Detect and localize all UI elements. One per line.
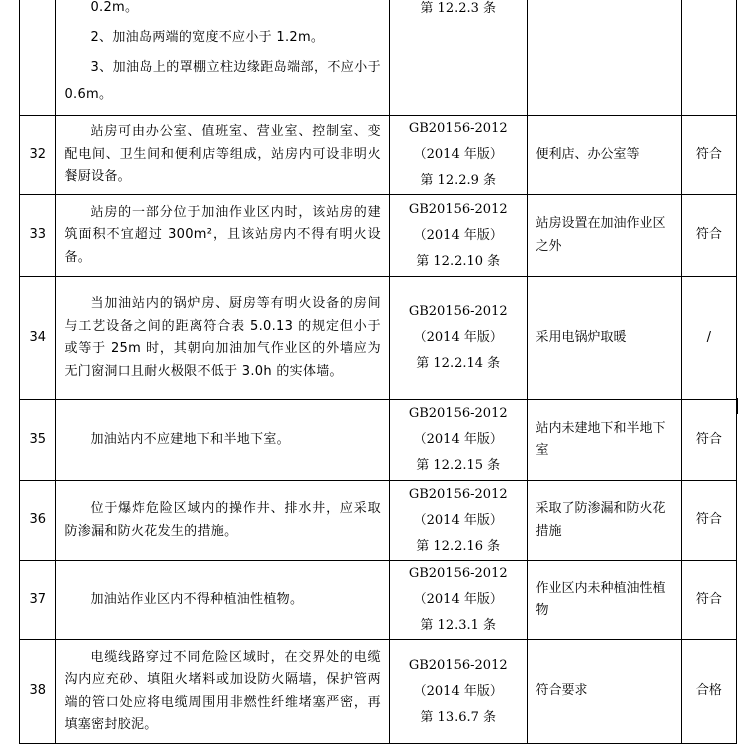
standard-cell: [389, 277, 527, 400]
row-number: [20, 0, 56, 116]
standard-code: GB20156-2012: [408, 406, 508, 421]
requirement-cell: [56, 640, 389, 744]
standard-code: GB20156-2012: [408, 657, 508, 673]
standard-clause: 第 12.2.3 条: [420, 1, 497, 16]
table-row: [20, 481, 737, 561]
requirement-text: 当加油站内的锅炉房、厨房等有明火设备的房间与工艺设备之间的距离符合表 5.0.13 的规定但小于或等于 25m 时，其朝向加油加气作业区的外墙应为无门窗洞口且耐火极限不低于 3.0h 的实体墙。: [64, 296, 381, 379]
standard-cell: [389, 195, 527, 277]
requirement-text: 电缆线路穿过不同危险区域时，在交界处的电缆沟内应充砂、填阻火堵料或加设防火隔墙，保护管两端的管口处应将电缆周围用非燃性纤维堵塞严密，再填塞密封胶泥。: [64, 649, 381, 732]
requirement-text: 2、加油岛两端的宽度不应小于 1.2m。: [90, 30, 325, 45]
result-cell: 合格: [681, 640, 736, 744]
requirement-cell: [56, 277, 389, 400]
standard-clause: 第 12.2.10 条: [416, 253, 501, 269]
standard-code: GB20156-2012: [408, 566, 508, 581]
standard-clause: 第 12.2.9 条: [420, 173, 497, 188]
fact-cell: 符合要求: [527, 640, 681, 744]
standard-edition: （2014 年版）: [413, 592, 503, 607]
fact-cell: 采用电锅炉取暖: [527, 277, 681, 400]
row-number: 37: [20, 561, 56, 640]
requirement-text: 加油站作业区内不得种植油性植物。: [90, 591, 304, 607]
standard-edition: （2014 年版）: [413, 512, 503, 528]
requirement-cell: [56, 0, 389, 116]
standard-edition: （2014 年版）: [413, 227, 503, 243]
standard-code: GB20156-2012: [408, 121, 508, 136]
requirement-text: 加油站内不应建地下和半地下室。: [90, 431, 290, 447]
row-number: 38: [20, 640, 56, 744]
fact-cell: 便利店、办公室等: [527, 116, 681, 195]
standard-edition: （2014 年版）: [413, 432, 503, 447]
standard-code: GB20156-2012: [408, 201, 508, 217]
standard-clause: 第 12.2.14 条: [416, 356, 501, 371]
standard-cell: [389, 400, 527, 481]
standard-cell: [389, 561, 527, 640]
standard-edition: （2014 年版）: [413, 330, 503, 345]
fact-cell: 采取了防渗漏和防火花措施: [527, 481, 681, 561]
table-body: [20, 0, 737, 744]
standard-cell: [389, 0, 527, 116]
result-cell: /: [681, 277, 736, 400]
requirement-text: 站房可由办公室、值班室、营业室、控制室、变配电间、卫生间和便利店等组成，站房内可设非明火餐厨设备。: [64, 124, 381, 185]
standard-clause: 第 12.3.1 条: [420, 618, 497, 633]
requirement-text: 站房的一部分位于加油作业区内时，该站房的建筑面积不宜超过 300m²，且该站房内不得有明火设备。: [64, 204, 381, 265]
table-row: [20, 400, 737, 481]
table-row: [20, 561, 737, 640]
margin-mark: [736, 398, 738, 414]
row-number: 32: [20, 116, 56, 195]
standard-code: GB20156-2012: [408, 304, 508, 319]
row-number: 34: [20, 277, 56, 400]
table-row: [20, 0, 737, 116]
fact-cell: 作业区内未种植油性植物: [527, 561, 681, 640]
requirement-cell: [56, 481, 389, 561]
fact-cell: 站内未建地下和半地下室: [527, 400, 681, 481]
table-row: [20, 640, 737, 744]
requirement-cell: [56, 561, 389, 640]
standard-edition: （2014 年版）: [413, 683, 503, 699]
row-number: 36: [20, 481, 56, 561]
requirement-text: 0.2m。: [90, 0, 139, 15]
requirement-cell: [56, 400, 389, 481]
table-row: [20, 277, 737, 400]
standard-clause: 第 12.2.15 条: [416, 458, 501, 473]
table-row: [20, 116, 737, 195]
fact-cell: [527, 0, 681, 116]
standard-cell: [389, 640, 527, 744]
requirement-text: 3、加油岛上的罩棚立柱边缘距岛端部，不应小于 0.6m。: [64, 60, 381, 102]
result-cell: 符合: [681, 116, 736, 195]
result-cell: 符合: [681, 561, 736, 640]
standard-cell: [389, 481, 527, 561]
requirement-cell: [56, 195, 389, 277]
standard-code: GB20156-2012: [408, 486, 508, 502]
requirement-cell: [56, 116, 389, 195]
row-number: 35: [20, 400, 56, 481]
result-cell: [681, 0, 736, 116]
standard-edition: （2014 年版）: [413, 147, 503, 162]
standard-clause: 第 13.6.7 条: [420, 709, 497, 725]
row-number: 33: [20, 195, 56, 277]
requirement-text: 位于爆炸危险区域内的操作井、排水井，应采取防渗漏和防火花发生的措施。: [64, 501, 381, 539]
standard-cell: [389, 116, 527, 195]
result-cell: 符合: [681, 481, 736, 561]
inspection-table: [19, 0, 737, 744]
table-row: [20, 195, 737, 277]
standard-clause: 第 12.2.16 条: [416, 538, 501, 554]
result-cell: 符合: [681, 195, 736, 277]
result-cell: 符合: [681, 400, 736, 481]
fact-cell: 站房设置在加油作业区之外: [527, 195, 681, 277]
